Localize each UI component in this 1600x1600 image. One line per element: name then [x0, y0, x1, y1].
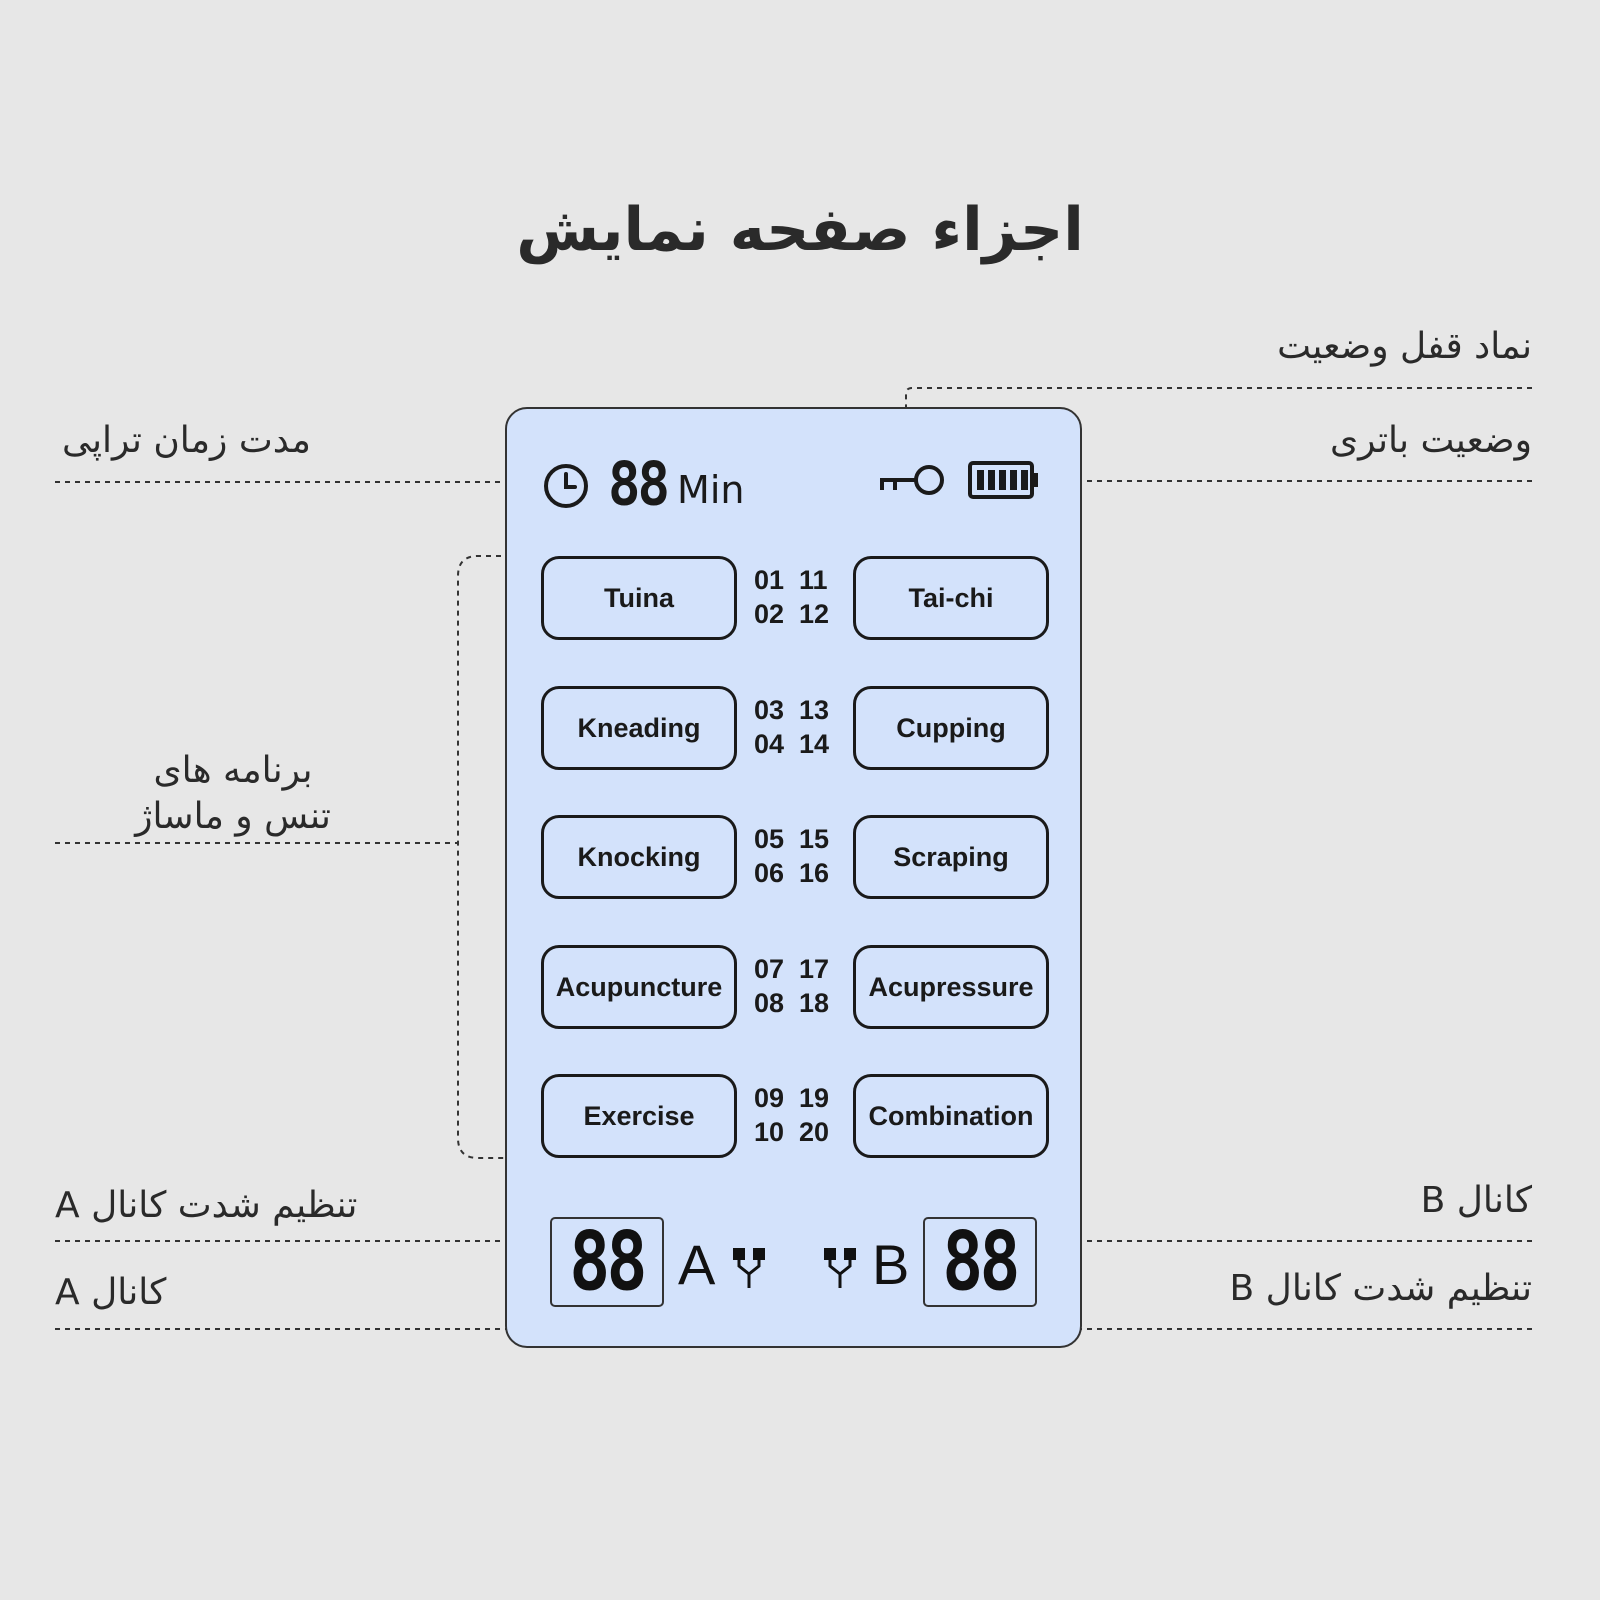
program-cupping[interactable]: Cupping [853, 686, 1049, 770]
channel-b-intensity-label: تنظیم شدت کانال B [1229, 1268, 1532, 1309]
program-numbers-top: 07 17 [754, 954, 830, 984]
page-title: اجزاء صفحه نمایش [516, 195, 1084, 265]
program-numbers-bottom: 10 20 [754, 1117, 830, 1147]
programs-label-line1: برنامه های [153, 750, 313, 791]
channel-b-intensity-digits: 88 [942, 1214, 1018, 1310]
program-numbers-5 [754, 1081, 829, 1149]
channel-a-label: کانال A [55, 1272, 167, 1313]
timer-unit: Min [677, 468, 745, 512]
program-numbers-top: 09 19 [754, 1083, 830, 1113]
program-tai-chi[interactable]: Tai-chi [853, 556, 1049, 640]
program-numbers-top: 01 11 [754, 565, 828, 595]
program-numbers-bottom: 02 12 [754, 599, 830, 629]
channel-a-letter: A [678, 1233, 716, 1296]
channel-b-label: کانال B [1420, 1180, 1532, 1221]
channel-a-intensity-digits: 88 [569, 1214, 645, 1310]
program-numbers-4 [754, 952, 829, 1020]
programs-label-line2: تنس و ماساژ [135, 796, 331, 837]
electrode-icon [731, 1246, 767, 1290]
channel-b-intensity-display [923, 1214, 1037, 1310]
program-numbers-top: 05 15 [754, 824, 830, 854]
program-exercise[interactable]: Exercise [541, 1074, 737, 1158]
program-numbers-3 [754, 822, 829, 890]
key-icon [877, 462, 947, 498]
program-numbers-bottom: 08 18 [754, 988, 830, 1018]
program-numbers-1 [754, 563, 829, 631]
timer-readout [542, 449, 745, 519]
program-knocking[interactable]: Knocking [541, 815, 737, 899]
electrode-icon [822, 1246, 858, 1290]
channel-b-letter: B [872, 1233, 910, 1296]
program-acupuncture[interactable]: Acupuncture [541, 945, 737, 1029]
program-tuina[interactable]: Tuina [541, 556, 737, 640]
program-combination[interactable]: Combination [853, 1074, 1049, 1158]
program-numbers-2 [754, 693, 829, 761]
battery-icon [968, 461, 1040, 499]
therapy-duration-label: مدت زمان تراپی [62, 420, 311, 461]
channel-a-intensity-display [550, 1214, 664, 1310]
program-scraping[interactable]: Scraping [853, 815, 1049, 899]
channel-a-intensity-label: تنظیم شدت کانال A [55, 1185, 358, 1226]
clock-icon [542, 462, 590, 510]
battery-bars [977, 470, 1028, 490]
programs-label [108, 748, 358, 840]
timer-digits: 88 [608, 449, 668, 519]
program-numbers-top: 03 13 [754, 695, 830, 725]
program-numbers-bottom: 04 14 [754, 729, 830, 759]
program-acupressure[interactable]: Acupressure [853, 945, 1049, 1029]
program-kneading[interactable]: Kneading [541, 686, 737, 770]
battery-status-label: وضعیت باتری [1329, 420, 1532, 461]
lock-status-label: نماد قفل وضعیت [1277, 326, 1532, 367]
program-numbers-bottom: 06 16 [754, 858, 830, 888]
